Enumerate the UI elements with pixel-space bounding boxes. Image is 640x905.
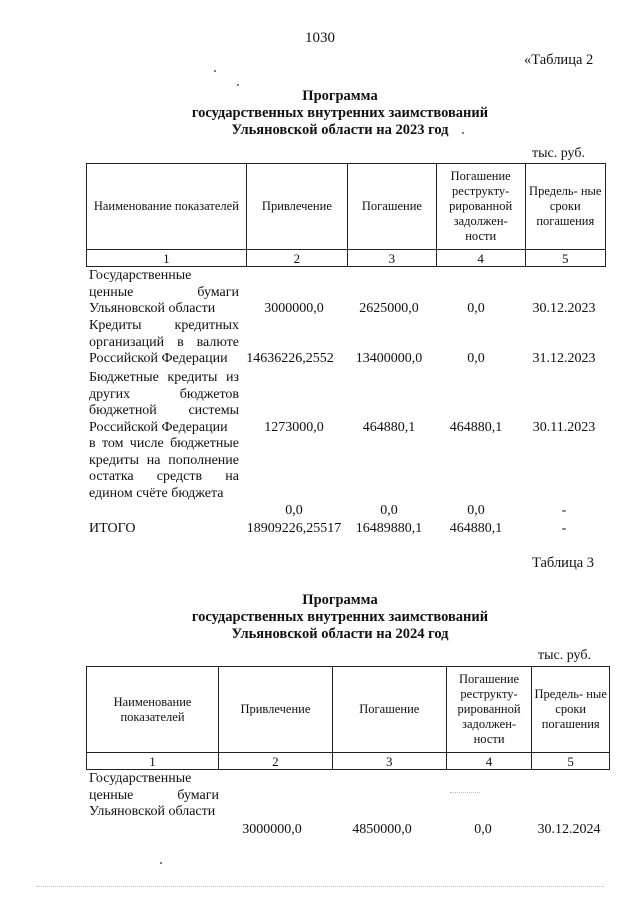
table2-row1-deadline: 30.12.2023 [532, 301, 596, 316]
table3-header-repay: Погашение [332, 667, 446, 753]
table2-row2-name: Кредиты кредитных организаций в валюте Российской Федерации [89, 318, 239, 367]
table2-header [86, 163, 606, 267]
table3-label: Таблица 3 [532, 555, 595, 571]
table3-colnum: 4 [446, 753, 532, 770]
table3-colnum: 2 [219, 753, 333, 770]
table2-row3-name: Бюджетные кредиты из других бюджетов бюджетной системы Российской Федерации [89, 370, 239, 435]
scan-speck [214, 70, 216, 72]
table2-colnum: 5 [525, 250, 605, 267]
table2-row1-name: Государственные ценные бумаги Ульяновской области [89, 268, 239, 317]
table2-title-line2: государственных внутренних заимствований [191, 105, 489, 121]
table3-row1-restruct: 0,0 [474, 822, 492, 837]
scan-edge-line [36, 886, 604, 887]
table3-header-attract: Привлечение [219, 667, 333, 753]
table3-colnum: 5 [532, 753, 610, 770]
scan-speck [237, 84, 239, 86]
table3-title-line2: государственных внутренних заимствований [191, 609, 489, 625]
table2-row3-restruct: 464880,1 [449, 420, 503, 435]
table2-header-attract: Привлечение [246, 164, 347, 250]
table2-title-line3: Ульяновской области на 2023 год [231, 122, 449, 138]
table2-total-name: ИТОГО [89, 521, 136, 536]
table2-row4-attract: 0,0 [285, 503, 303, 518]
table3-row1-deadline: 30.12.2024 [537, 822, 601, 837]
scan-speck [160, 862, 162, 864]
table3-row1-attract: 3000000,0 [242, 822, 302, 837]
table2-row1-restruct: 0,0 [467, 301, 485, 316]
table2-row4-name: в том числе бюджетные кредиты на пополнение остатка средств на едином счёте бюджета [89, 436, 239, 501]
table2-colnum: 3 [348, 250, 437, 267]
scan-speck [462, 132, 464, 134]
table2-row3-attract: 1273000,0 [264, 420, 324, 435]
table2-header-deadline: Предель- ные сроки погашения [525, 164, 605, 250]
table3-title [0, 592, 640, 643]
table2-row3-deadline: 30.11.2023 [532, 420, 596, 435]
table2-colnum: 4 [436, 250, 525, 267]
scan-speck-line [450, 792, 480, 793]
table2-row2-restruct: 0,0 [467, 351, 485, 366]
table2-total-deadline: - [561, 521, 567, 536]
table2-title-line1: Программа [302, 88, 378, 104]
table2-total-restruct: 464880,1 [449, 521, 503, 536]
table3-title-line3: Ульяновской области на 2024 год [231, 626, 449, 642]
table2-colnum: 2 [246, 250, 347, 267]
table2-row4-repay: 0,0 [380, 503, 398, 518]
table2-title [0, 88, 640, 139]
table2-total-repay: 16489880,1 [355, 521, 423, 536]
table3-title-line1: Программа [302, 592, 378, 608]
table2-label: «Таблица 2 [524, 52, 594, 68]
table2-total-attract: 18909226,25517 [246, 521, 342, 536]
table2-row4-deadline: - [561, 503, 567, 518]
table3-header-name: Наименование показателей [87, 667, 219, 753]
table2-row2-deadline: 31.12.2023 [532, 351, 596, 366]
table2-header-repay: Погашение [348, 164, 437, 250]
table2-colnum: 1 [87, 250, 247, 267]
table2-header-name: Наименование показателей [87, 164, 247, 250]
table3-header-deadline: Предель- ные сроки погашения [532, 667, 610, 753]
table3-units: тыс. руб. [538, 648, 591, 663]
table3-row1-repay: 4850000,0 [352, 822, 412, 837]
table2-row4-restruct: 0,0 [467, 503, 485, 518]
table3-header-restruct: Погашение реструкту- рированной задолжен- ности [446, 667, 532, 753]
table2-row3-repay: 464880,1 [362, 420, 416, 435]
table3-header [86, 666, 610, 770]
table3-row1-name: Государственные ценные бумаги Ульяновской области [89, 771, 219, 820]
page-number: 1030 [305, 30, 335, 46]
table2-row2-attract: 14636226,2552 [246, 351, 334, 366]
table3-colnum: 3 [332, 753, 446, 770]
table3-colnum: 1 [87, 753, 219, 770]
table2-row1-repay: 2625000,0 [359, 301, 419, 316]
table2-units: тыс. руб. [532, 146, 585, 161]
table2-header-restruct: Погашение реструкту- рированной задолжен- ности [436, 164, 525, 250]
table2-row2-repay: 13400000,0 [355, 351, 423, 366]
table2-row1-attract: 3000000,0 [264, 301, 324, 316]
